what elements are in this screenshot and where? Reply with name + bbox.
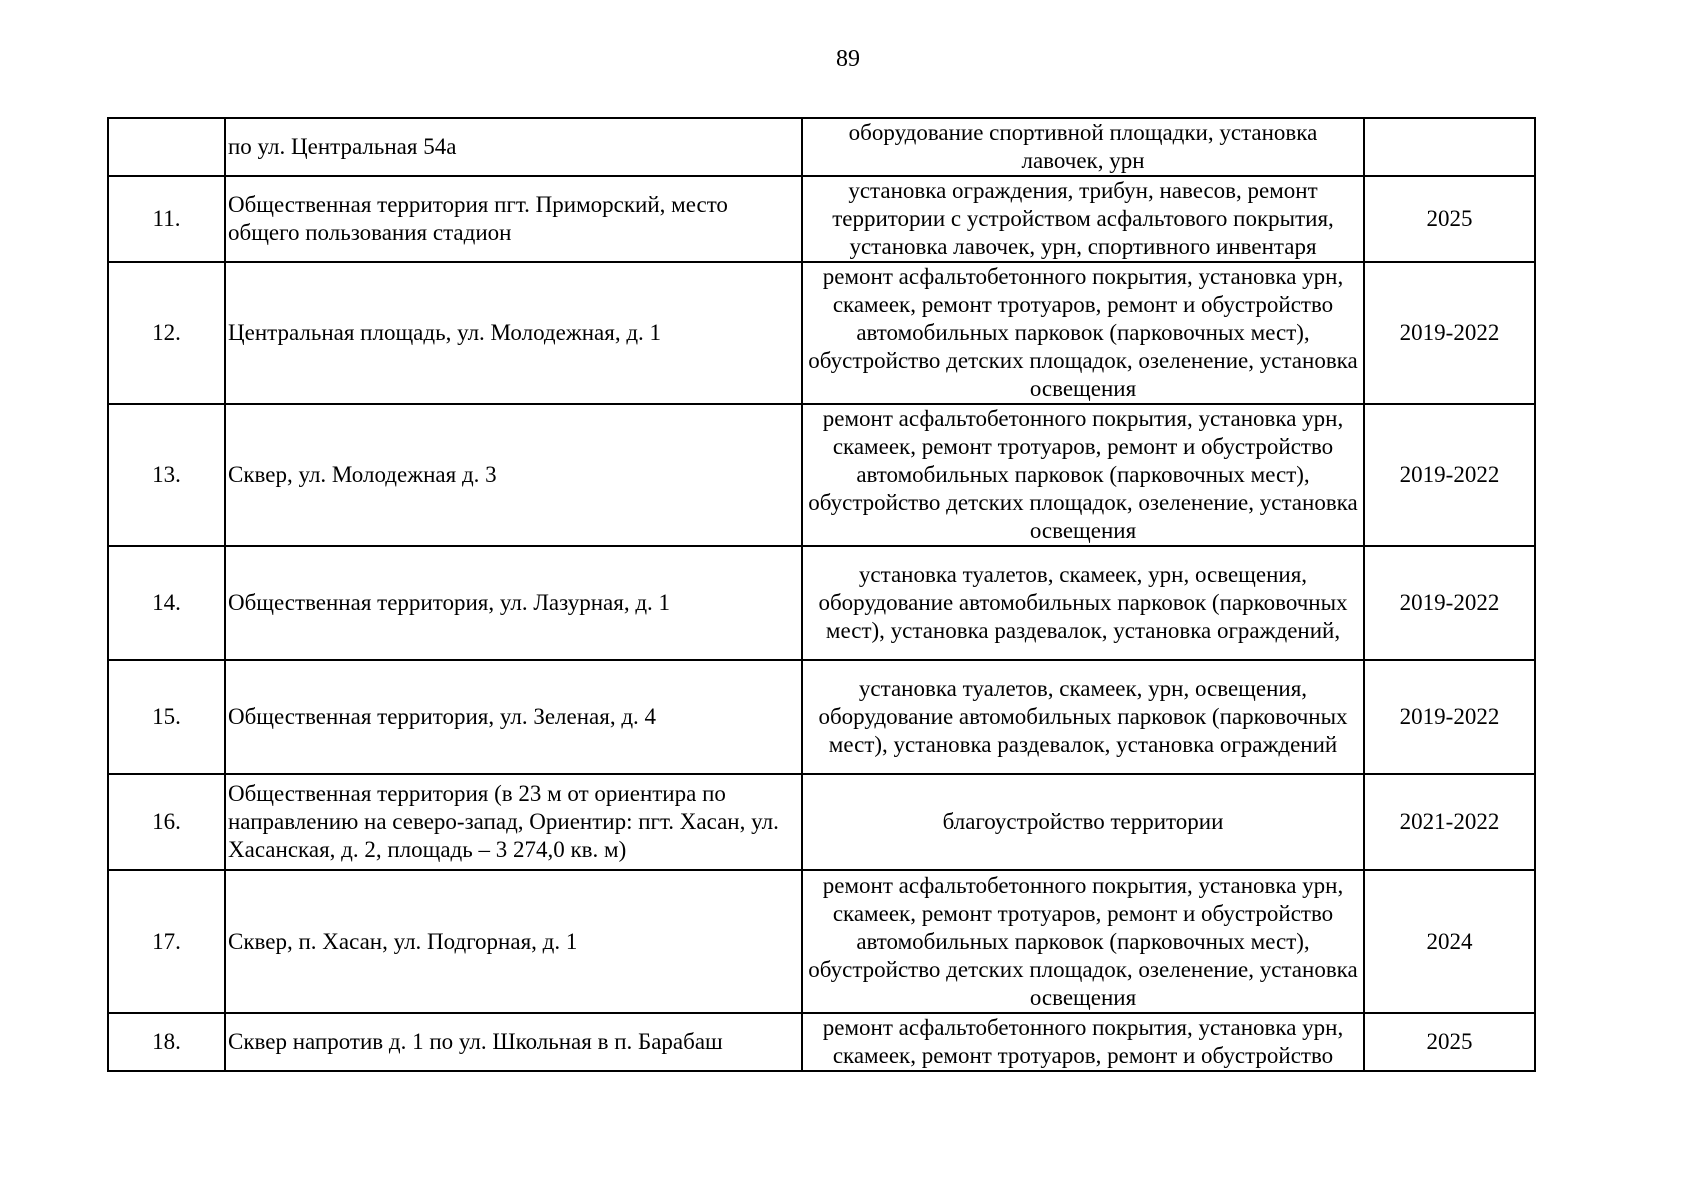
works-cell: ремонт асфальтобетонного покрытия, установка урн, скамеек, ремонт тротуаров, ремонт и обустройство автомобильных парковок (парковочных мест), обустройство детских площадок, озеленение, установка освещения [802, 870, 1364, 1013]
row-number-cell: 16. [108, 774, 225, 870]
table-row [108, 262, 1535, 404]
year-cell: 2019-2022 [1364, 404, 1535, 546]
row-number-cell: 11. [108, 176, 225, 262]
row-number-cell: 14. [108, 546, 225, 660]
year-cell: 2019-2022 [1364, 262, 1535, 404]
row-number-cell: 17. [108, 870, 225, 1013]
row-number-cell: 12. [108, 262, 225, 404]
territory-name-cell: Общественная территория, ул. Зеленая, д. 4 [225, 660, 802, 774]
territory-name-cell: Общественная территория пгт. Приморский, место общего пользования стадион [225, 176, 802, 262]
works-cell: установка ограждения, трибун, навесов, ремонт территории с устройством асфальтового покрытия, установка лавочек, урн, спортивного инвентаря [802, 176, 1364, 262]
works-cell: благоустройство территории [802, 774, 1364, 870]
table-row [108, 660, 1535, 774]
works-cell: ремонт асфальтобетонного покрытия, установка урн, скамеек, ремонт тротуаров, ремонт и обустройство автомобильных парковок (парковочных мест), обустройство детских площадок, озеленение, установка освещения [802, 404, 1364, 546]
works-cell: оборудование спортивной площадки, установка лавочек, урн [802, 118, 1364, 176]
works-cell: ремонт асфальтобетонного покрытия, установка урн, скамеек, ремонт тротуаров, ремонт и обустройство [802, 1013, 1364, 1071]
table-row [108, 1013, 1535, 1071]
territory-name-cell: Общественная территория, ул. Лазурная, д. 1 [225, 546, 802, 660]
works-cell: установка туалетов, скамеек, урн, освещения, оборудование автомобильных парковок (парковочных мест), установка раздевалок, установка ограждений, [802, 546, 1364, 660]
row-number-cell: 15. [108, 660, 225, 774]
year-cell: 2019-2022 [1364, 546, 1535, 660]
table-row [108, 176, 1535, 262]
table-row [108, 546, 1535, 660]
year-cell [1364, 118, 1535, 176]
table-row [108, 870, 1535, 1013]
row-number-cell: 18. [108, 1013, 225, 1071]
table-row [108, 404, 1535, 546]
year-cell: 2025 [1364, 1013, 1535, 1071]
year-cell: 2021-2022 [1364, 774, 1535, 870]
table-row [108, 774, 1535, 870]
territory-name-cell: Сквер, п. Хасан, ул. Подгорная, д. 1 [225, 870, 802, 1013]
works-cell: ремонт асфальтобетонного покрытия, установка урн, скамеек, ремонт тротуаров, ремонт и обустройство автомобильных парковок (парковочных мест), обустройство детских площадок, озеленение, установка освещения [802, 262, 1364, 404]
territory-name-cell: по ул. Центральная 54а [225, 118, 802, 176]
page-number: 89 [836, 46, 860, 72]
territory-table [107, 117, 1536, 1072]
works-cell: установка туалетов, скамеек, урн, освещения, оборудование автомобильных парковок (парковочных мест), установка раздевалок, установка ограждений [802, 660, 1364, 774]
row-number-cell [108, 118, 225, 176]
territory-name-cell: Сквер, ул. Молодежная д. 3 [225, 404, 802, 546]
territory-name-cell: Сквер напротив д. 1 по ул. Школьная в п. Барабаш [225, 1013, 802, 1071]
row-number-cell: 13. [108, 404, 225, 546]
territory-name-cell: Общественная территория (в 23 м от ориентира по направлению на северо-запад, Ориентир: пгт. Хасан, ул. Хасанская, д. 2, площадь – 3 274,0 кв. м) [225, 774, 802, 870]
table-row [108, 118, 1535, 176]
year-cell: 2024 [1364, 870, 1535, 1013]
year-cell: 2025 [1364, 176, 1535, 262]
year-cell: 2019-2022 [1364, 660, 1535, 774]
territory-name-cell: Центральная площадь, ул. Молодежная, д. 1 [225, 262, 802, 404]
